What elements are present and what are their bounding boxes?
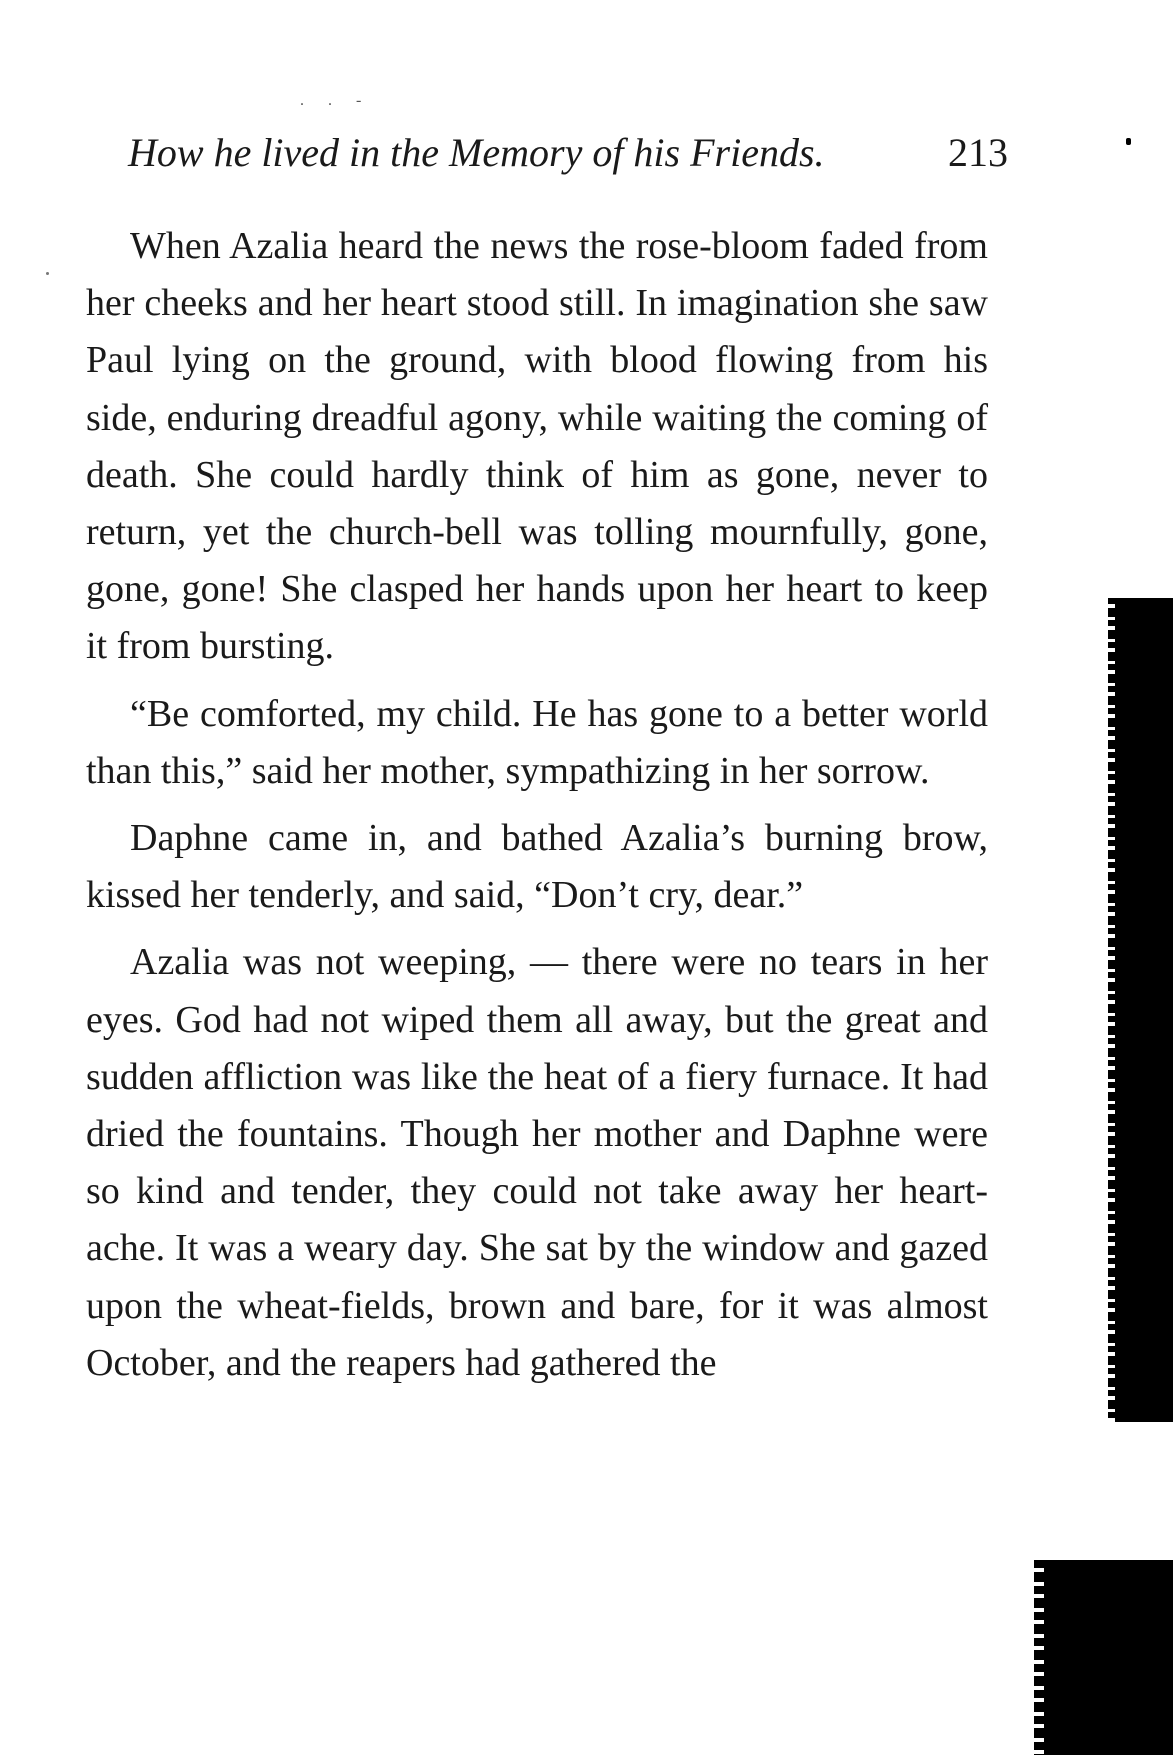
- scan-edge-shadow: [1115, 598, 1173, 1422]
- print-specks: . . -: [300, 92, 372, 109]
- running-head: [128, 128, 1008, 178]
- paragraph: When Azalia heard the news the rose-bloom faded from her cheeks and her heart stood still. In imagination she saw Paul lying on the ground, with blood flowing from his side, enduring dreadful agony, while waiting the coming of death. She could hardly think of him as gone, never to return, yet the church-bell was tolling mournfully, gone, gone, gone! She clasped her hands upon her heart to keep it from bursting.: [86, 225, 988, 668]
- running-head-title: How he lived in the Memory of his Friends.: [128, 130, 825, 175]
- page-number: 213: [948, 130, 1008, 175]
- paragraph: Daphne came in, and bathed Azalia’s burning brow, kissed her tenderly, and said, “Don’t cry, dear.”: [86, 817, 988, 917]
- ink-speck: [46, 272, 49, 275]
- paragraph: “Be comforted, my child. He has gone to a better world than this,” said her mother, sympathizing in her sorrow.: [86, 692, 988, 792]
- body-text: [86, 218, 988, 1402]
- paragraph: Azalia was not weeping, — there were no tears in her eyes. God had not wiped them all away, but the great and sudden affliction was like the heat of a fiery furnace. It had dried the fountains. Though her mother and Daphne were so kind and tender, they could not take away her heart-ache. It was a weary day. She sat by the window and gazed upon the wheat-fields, brown and bare, for it was almost October, and the reapers had gathered the: [86, 941, 988, 1384]
- ink-speck: [1126, 138, 1131, 145]
- scan-corner-shadow: [1044, 1560, 1173, 1755]
